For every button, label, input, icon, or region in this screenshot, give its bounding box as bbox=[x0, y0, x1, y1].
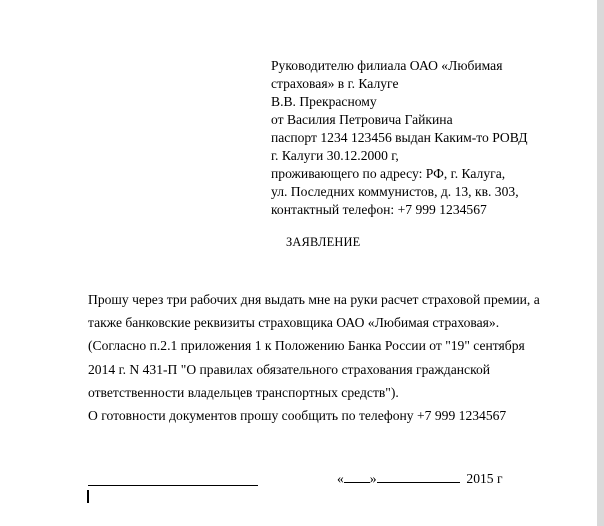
date-close-quote: » bbox=[369, 471, 377, 486]
date-open-quote: « bbox=[337, 471, 344, 486]
sender-line: паспорт 1234 123456 выдан Каким-то РОВД bbox=[271, 130, 528, 145]
body-line: также банковские реквизиты страховщика ОАО «Любимая страховая». bbox=[88, 315, 500, 331]
page-edge-shadow bbox=[597, 0, 604, 526]
body-line: ответственности владельцев транспортных средств"). bbox=[88, 384, 399, 400]
addressee-block bbox=[271, 57, 591, 219]
addressee-line: страховая» в г. Калуге bbox=[271, 76, 399, 91]
sender-line: от Василия Петровича Гайкина bbox=[271, 112, 453, 127]
addressee-line: В.В. Прекрасному bbox=[271, 94, 377, 109]
sender-line: ул. Последних коммунистов, д. 13, кв. 303, bbox=[271, 184, 519, 199]
month-blank bbox=[377, 470, 460, 483]
date-field bbox=[337, 470, 503, 488]
body-line: (Согласно п.2.1 приложения 1 к Положению Банка России от "19" сентября bbox=[88, 338, 525, 354]
text-cursor bbox=[87, 490, 89, 503]
document-title: ЗАЯВЛЕНИЕ bbox=[286, 235, 361, 249]
day-blank bbox=[344, 470, 370, 483]
body-line: 2014 г. N 431-П "О правилах обязательного страхования гражданской bbox=[88, 361, 491, 377]
sender-line: проживающего по адресу: РФ, г. Калуга, bbox=[271, 166, 506, 181]
date-year: 2015 г bbox=[466, 471, 503, 486]
signature-line bbox=[88, 485, 258, 486]
body-line: О готовности документов прошу сообщить по телефону +7 999 1234567 bbox=[88, 407, 507, 423]
sender-line: г. Калуги 30.12.2000 г, bbox=[271, 148, 399, 163]
addressee-line: Руководителю филиала ОАО «Любимая bbox=[271, 58, 503, 73]
application-body bbox=[88, 288, 593, 427]
body-line: Прошу через три рабочих дня выдать мне на руки расчет страховой премии, а bbox=[88, 292, 540, 307]
sender-line: контактный телефон: +7 999 1234567 bbox=[271, 202, 487, 217]
